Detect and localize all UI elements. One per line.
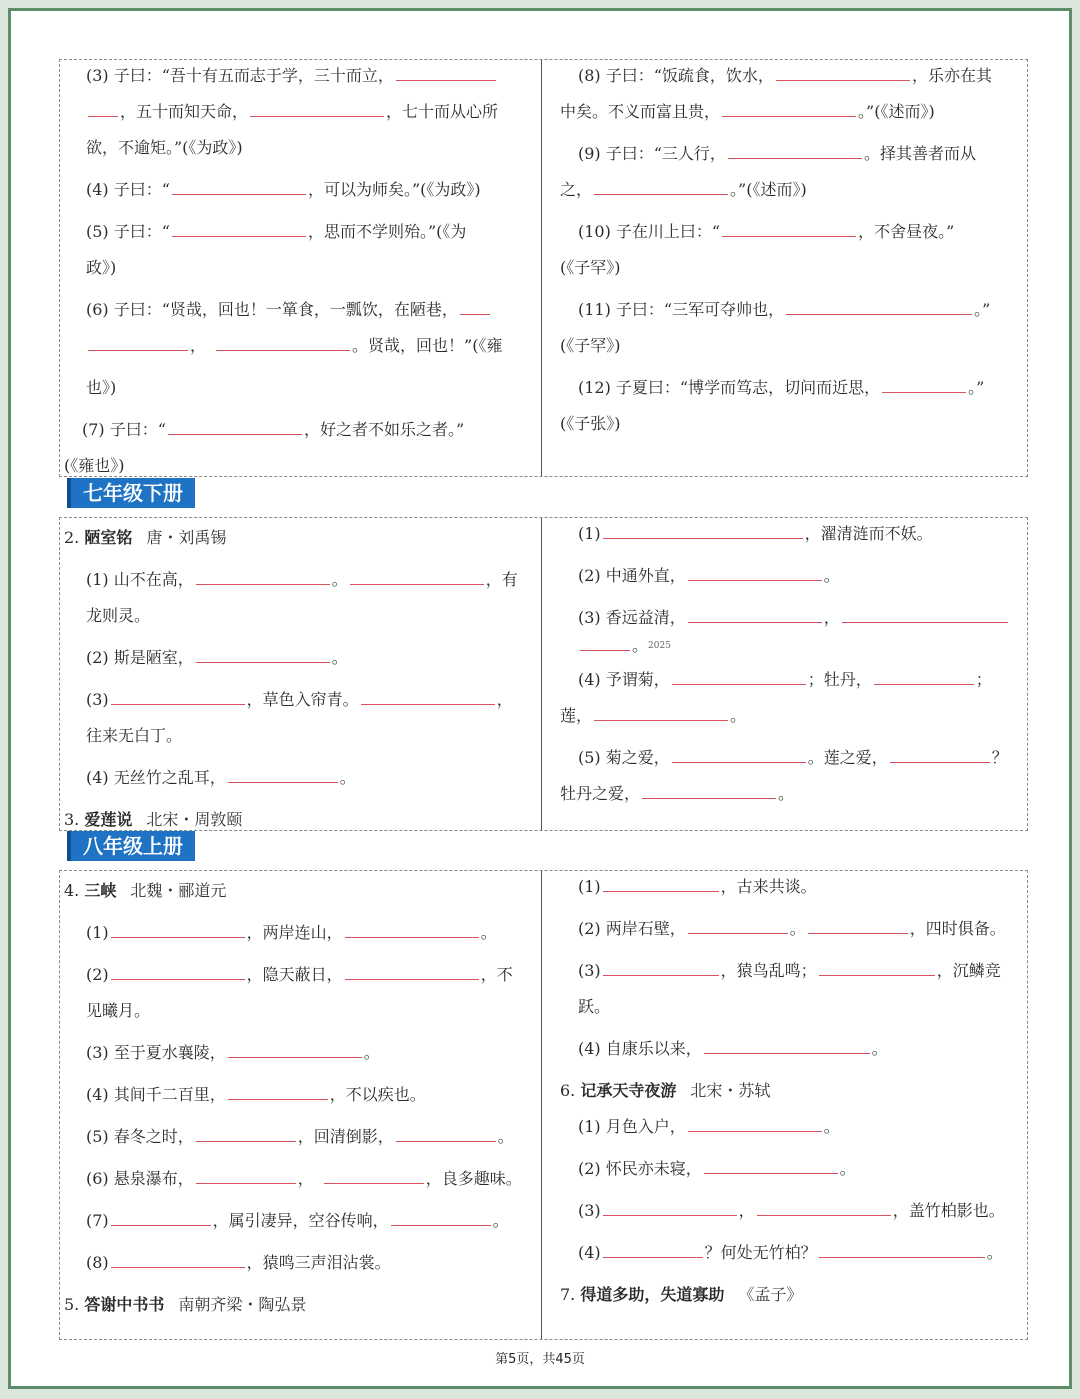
question-line: 中矣。不义而富且贵， 。”(《述而》) <box>560 102 935 121</box>
answer-blank[interactable] <box>722 102 856 117</box>
answer-blank[interactable] <box>172 180 306 195</box>
question-line: (1) ，濯清涟而不妖。 <box>578 524 933 543</box>
answer-blank[interactable] <box>882 378 966 393</box>
question-line: (1) 山不在高， 。 ，有 <box>86 570 518 589</box>
answer-blank[interactable] <box>603 1201 737 1216</box>
answer-blank[interactable] <box>776 66 910 81</box>
answer-blank[interactable] <box>168 420 302 435</box>
left-column <box>60 518 540 830</box>
grade-banner: 七年级下册 <box>67 478 195 508</box>
answer-blank[interactable] <box>228 1043 362 1058</box>
section-title: 6. 记承天寺夜游 北宋・苏轼 <box>560 1081 771 1100</box>
answer-blank[interactable] <box>672 748 806 763</box>
page-number: 第5页，共45页 <box>495 1352 585 1367</box>
answer-blank[interactable] <box>324 1169 424 1184</box>
answer-blank[interactable] <box>757 1201 891 1216</box>
section-title: 4. 三峡 北魏・郦道元 <box>64 881 227 900</box>
answer-blank[interactable] <box>808 919 908 934</box>
question-line: (3) 香远益清， ， <box>578 608 1027 628</box>
right-column <box>542 60 1027 476</box>
answer-blank[interactable] <box>228 768 338 783</box>
answer-blank[interactable] <box>672 670 806 685</box>
answer-blank[interactable] <box>603 877 719 892</box>
question-line: (3) ，草色入帘青。 ， <box>86 690 513 709</box>
worksheet-page <box>8 8 1072 1389</box>
question-line: (7) ，属引凄异，空谷传响， 。 <box>86 1211 509 1230</box>
question-line: 政》) <box>86 258 117 277</box>
question-line: (《子罕》) <box>560 258 621 277</box>
question-line: (1) ，古来共谈。 <box>578 877 817 896</box>
question-line: (《子张》) <box>560 414 621 433</box>
question-line: 也》) <box>86 378 117 397</box>
question-line: (10) 子在川上曰：“ ，不舍昼夜。” <box>578 222 955 241</box>
question-line: 欲，不逾矩。”(《为政》) <box>86 138 243 157</box>
answer-blank[interactable] <box>688 1117 822 1132</box>
answer-blank[interactable] <box>580 636 630 651</box>
section-box-grade8 <box>59 870 1028 1340</box>
answer-blank[interactable] <box>88 336 188 351</box>
question-line: (4) 自康乐以来， 。 <box>578 1039 888 1058</box>
answer-blank[interactable] <box>704 1159 838 1174</box>
answer-blank[interactable] <box>111 923 245 938</box>
answer-blank[interactable] <box>642 784 776 799</box>
section-title: 3. 爱莲说 北宋・周敦颐 <box>64 810 243 829</box>
question-line: (1) 月色入户， 。 <box>578 1117 840 1136</box>
question-line: (8) ，猿鸣三声泪沾裳。 <box>86 1253 391 1272</box>
answer-blank[interactable] <box>172 222 306 237</box>
answer-blank[interactable] <box>786 300 972 315</box>
answer-blank[interactable] <box>345 923 479 938</box>
answer-blank[interactable] <box>88 102 118 117</box>
question-line: (4) 予谓菊， ；牡丹， ； <box>578 670 992 689</box>
question-line: 往来无白丁。 <box>86 726 183 745</box>
answer-blank[interactable] <box>688 566 822 581</box>
answer-blank[interactable] <box>350 570 484 585</box>
answer-blank[interactable] <box>819 1243 985 1258</box>
question-line: ，五十而知天命， ，七十而从心所 <box>86 102 540 122</box>
answer-blank[interactable] <box>704 1039 870 1054</box>
question-line: (2) ，隐天蔽日， ，不 <box>86 965 513 984</box>
answer-blank[interactable] <box>460 300 490 315</box>
question-line: (4) 无丝竹之乱耳， 。 <box>86 768 356 787</box>
answer-blank[interactable] <box>396 66 496 81</box>
grade-banner: 八年级上册 <box>67 831 195 861</box>
answer-blank[interactable] <box>890 748 990 763</box>
answer-blank[interactable] <box>874 670 974 685</box>
question-line: 之， 。”(《述而》) <box>560 180 807 199</box>
question-line: (11) 子曰：“三军可夺帅也， 。” <box>578 300 991 319</box>
answer-blank[interactable] <box>216 336 350 351</box>
answer-blank[interactable] <box>688 919 788 934</box>
question-line: (3) ， ，盖竹柏影也。 <box>578 1201 1005 1220</box>
left-column <box>60 60 540 476</box>
question-line: (5) 子曰：“ ，思而不学则殆。”(《为 <box>86 222 467 241</box>
answer-blank[interactable] <box>594 180 728 195</box>
answer-blank[interactable] <box>728 144 862 159</box>
answer-blank[interactable] <box>688 608 822 623</box>
answer-blank[interactable] <box>111 1253 245 1268</box>
question-line: (5) 菊之爱， 。莲之爱， ？ <box>578 748 1008 767</box>
answer-blank[interactable] <box>111 1211 211 1226</box>
question-line: (4) 其间千二百里， ，不以疾也。 <box>86 1085 426 1104</box>
question-line: (《雍也》) <box>64 456 125 475</box>
question-line: (2) 斯是陋室， 。 <box>86 648 348 667</box>
answer-blank[interactable] <box>196 1127 296 1142</box>
question-line: (6) 子曰：“贤哉，回也！一箪食，一瓢饮，在陋巷， <box>86 300 540 320</box>
answer-blank[interactable] <box>196 648 330 663</box>
section-title: 7. 得道多助，失道寡助 《孟子》 <box>560 1285 803 1304</box>
answer-blank[interactable] <box>722 222 856 237</box>
question-line: 跃。 <box>578 997 611 1016</box>
answer-blank[interactable] <box>111 690 245 705</box>
answer-blank[interactable] <box>603 1243 703 1258</box>
question-line: (3) 至于夏水襄陵， 。 <box>86 1043 380 1062</box>
right-column <box>542 518 1027 830</box>
answer-blank[interactable] <box>228 1085 328 1100</box>
question-line: (2) 中通外直， 。 <box>578 566 840 585</box>
question-line: (2) 怀民亦未寝， 。 <box>578 1159 856 1178</box>
question-line: (4) ？何处无竹柏？ 。 <box>578 1243 1003 1262</box>
answer-blank[interactable] <box>196 1169 296 1184</box>
answer-blank[interactable] <box>603 524 803 539</box>
answer-blank[interactable] <box>345 965 479 980</box>
question-line: (7) 子曰：“ ，好之者不如乐之者。” <box>82 420 465 439</box>
answer-blank[interactable] <box>250 102 384 117</box>
question-line: 莲， 。 <box>560 706 747 725</box>
question-line: 。$^{2025}$ <box>578 636 1027 656</box>
question-line: (12) 子夏曰：“博学而笃志，切问而近思， 。” <box>578 378 985 397</box>
answer-blank[interactable] <box>111 965 245 980</box>
left-column <box>60 871 540 1339</box>
question-line: (3) 子曰：“吾十有五而志于学，三十而立， <box>86 66 540 86</box>
answer-blank[interactable] <box>396 1127 496 1142</box>
question-line: (4) 子曰：“ ，可以为师矣。”(《为政》) <box>86 180 481 199</box>
section-title: 2. 陋室铭 唐・刘禹锡 <box>64 528 227 547</box>
answer-blank[interactable] <box>819 961 935 976</box>
answer-blank[interactable] <box>361 690 495 705</box>
question-line: (2) 两岸石壁， 。 ，四时俱备。 <box>578 919 1006 938</box>
question-line: (3) ，猿鸟乱鸣； ，沉鳞竞 <box>578 961 1001 980</box>
question-line: (6) 悬泉瀑布， ， ，良多趣味。 <box>86 1169 522 1188</box>
answer-blank[interactable] <box>594 706 728 721</box>
question-line: 见曦月。 <box>86 1001 151 1020</box>
answer-blank[interactable] <box>603 961 719 976</box>
question-line: (8) 子曰：“饭疏食，饮水， ，乐亦在其 <box>578 66 992 85</box>
question-line: ， 。贤哉，回也！”(《雍 <box>86 336 540 356</box>
question-line: (5) 春冬之时， ，回清倒影， 。 <box>86 1127 514 1146</box>
question-line: 牡丹之爱， 。 <box>560 784 795 803</box>
question-line: (《子罕》) <box>560 336 621 355</box>
right-column <box>542 871 1027 1339</box>
section-box-grade7 <box>59 517 1028 831</box>
answer-blank[interactable] <box>842 608 1008 623</box>
answer-blank[interactable] <box>196 570 330 585</box>
analects-box <box>59 59 1028 477</box>
question-line: (1) ，两岸连山， 。 <box>86 923 497 942</box>
answer-blank[interactable] <box>391 1211 491 1226</box>
question-line: 龙则灵。 <box>86 606 151 625</box>
question-line: (9) 子曰：“三人行， 。择其善者而从 <box>578 144 976 163</box>
section-title: 5. 答谢中书书 南朝齐梁・陶弘景 <box>64 1295 307 1314</box>
